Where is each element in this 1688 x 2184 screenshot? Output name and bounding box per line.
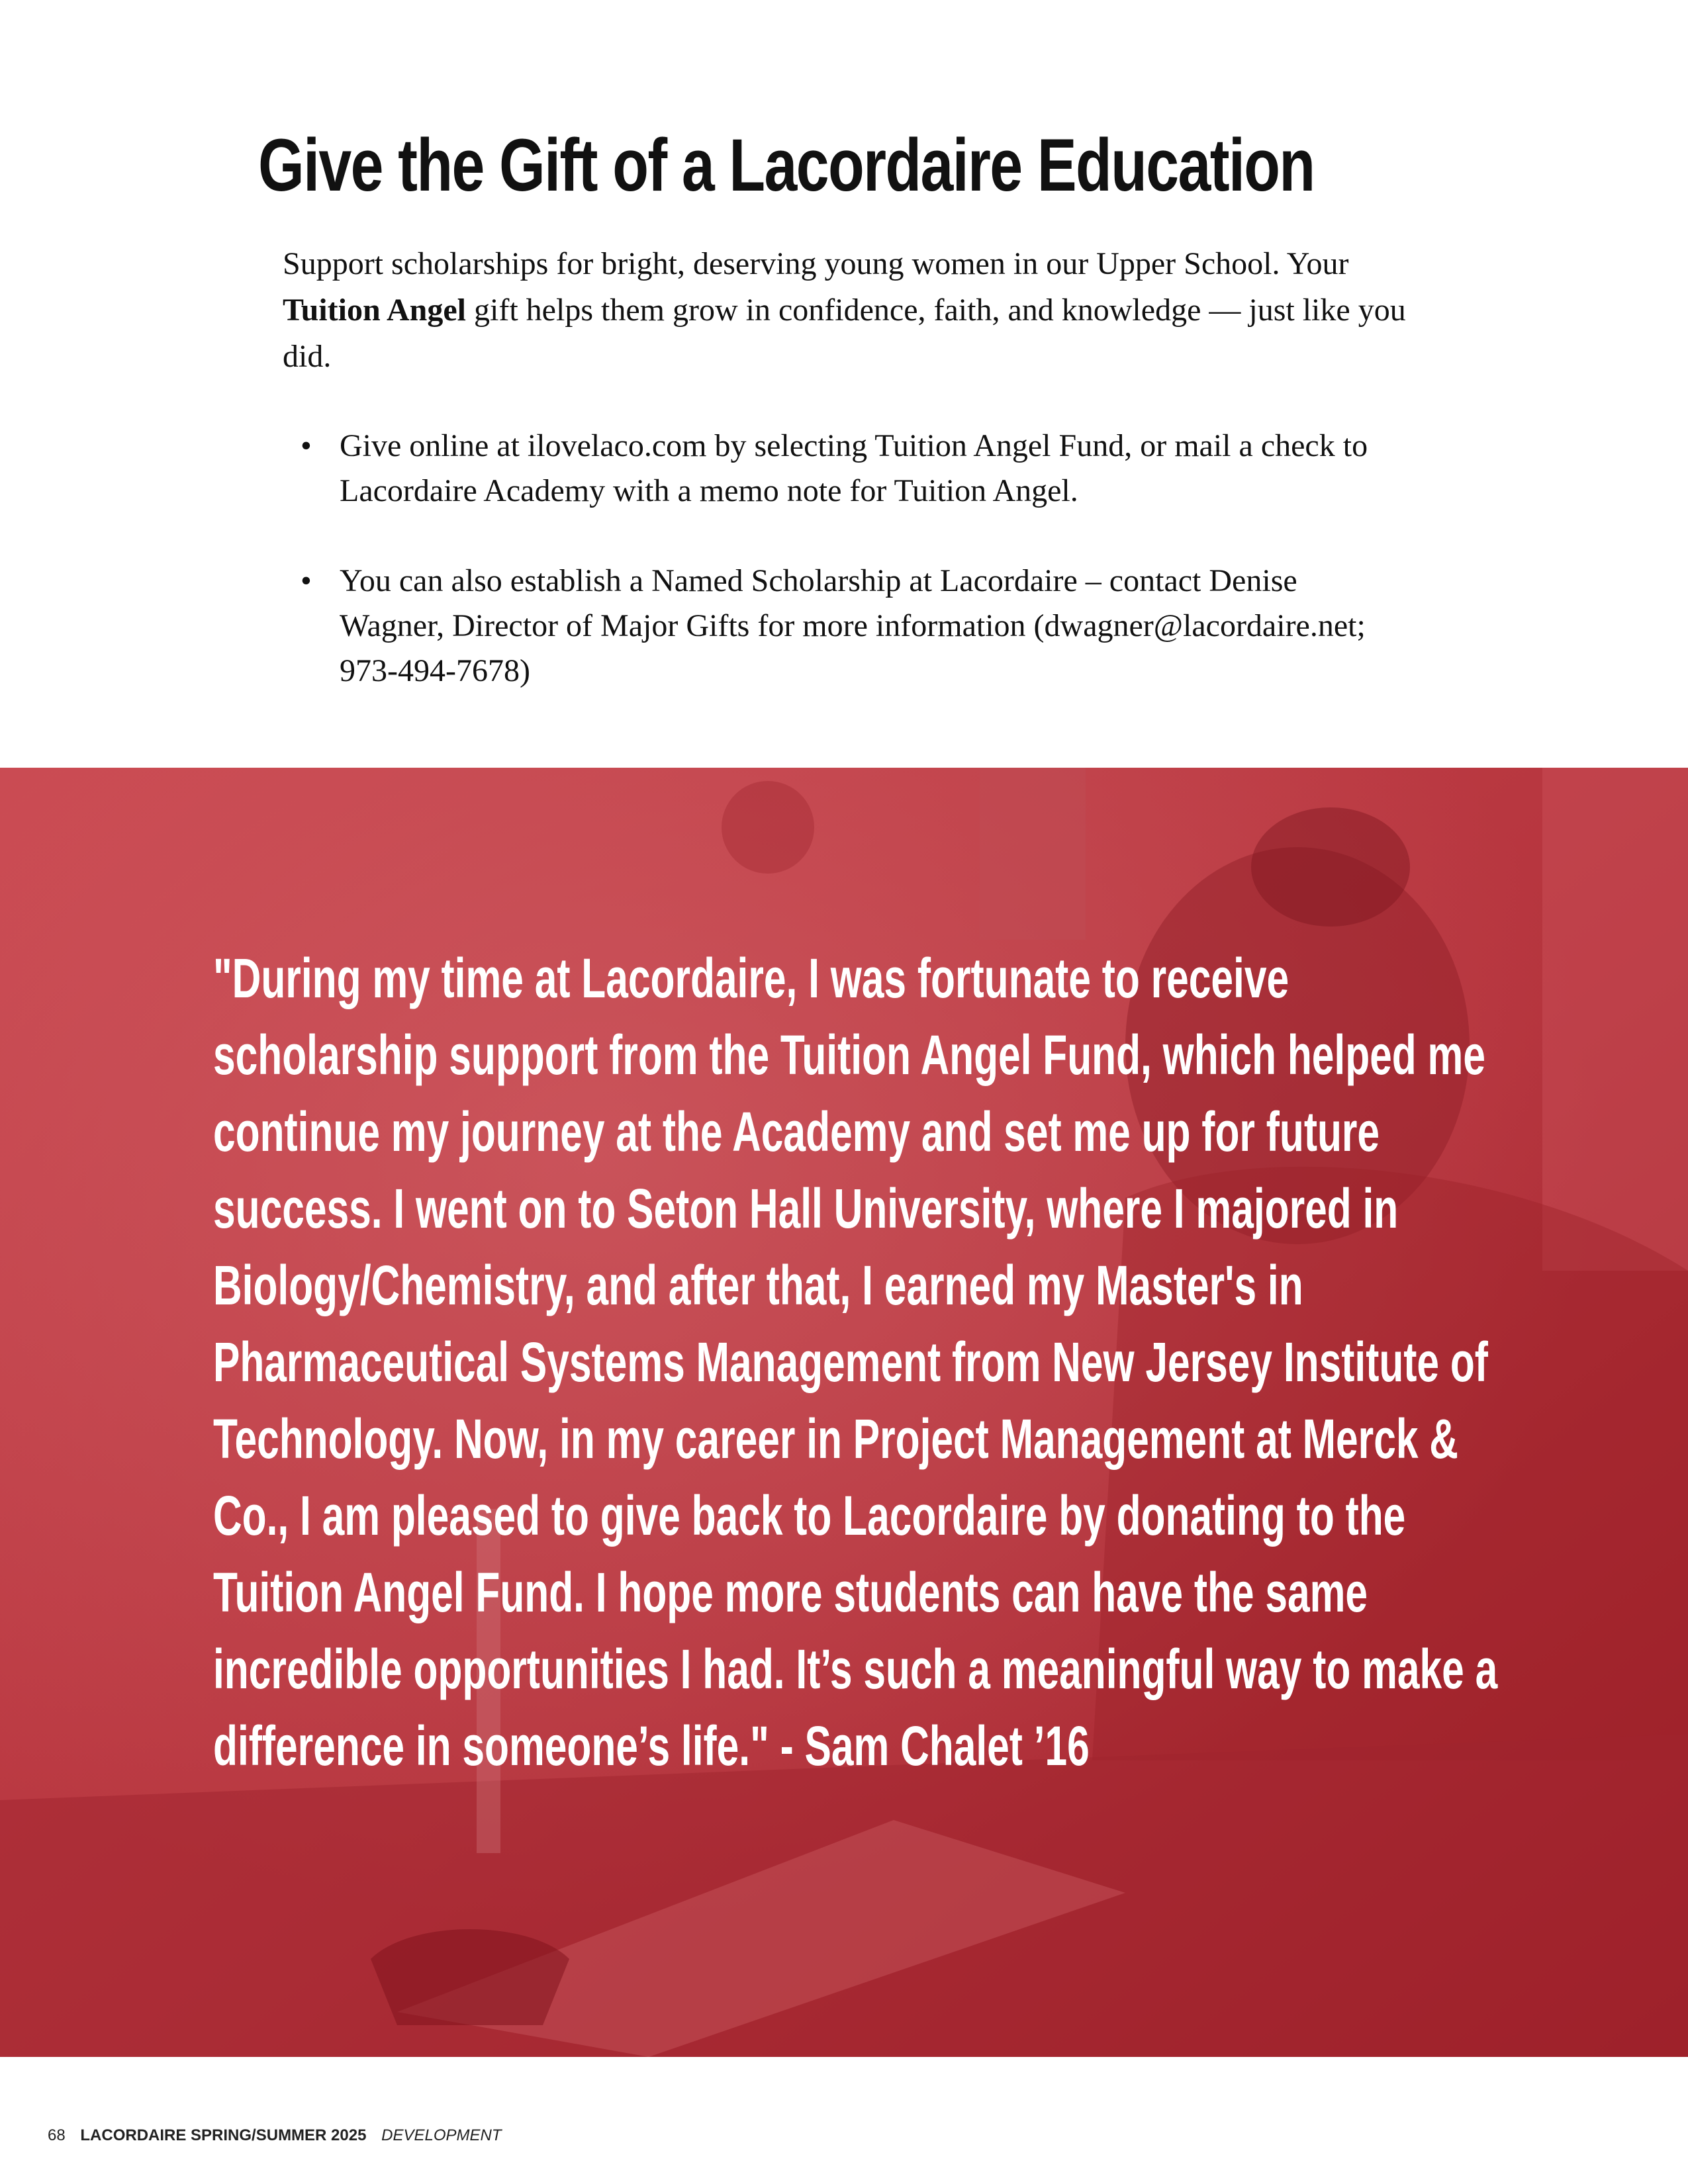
intro-text-end: gift helps them grow in confidence, faith, and knowledge — just like you did. bbox=[283, 293, 1406, 374]
bullet-icon: • bbox=[301, 428, 312, 463]
page-footer bbox=[48, 2126, 502, 2146]
intro-paragraph bbox=[283, 241, 1408, 380]
named-scholarship-text: You can also establish a Named Scholarship at Lacordaire – contact Denise Wagner, Director of Major Gifts for more information (dwagner@lacordaire.net; 973-494-7678) bbox=[340, 563, 1366, 688]
intro-text-start: Support scholarships for bright, deserving young women in our Upper School. Your bbox=[283, 246, 1349, 281]
section-label: DEVELOPMENT bbox=[381, 2126, 502, 2144]
give-online-text: Give online at ilovelaco.com by selecting Tuition Angel Fund, or mail a check to Lacordaire Academy with a memo note for Tuition Angel. bbox=[340, 428, 1368, 508]
testimonial-quote: "During my time at Lacordaire, I was fortunate to receive scholarship support from the Tuition Angel Fund, which helped me continue my journey at the Academy and set me up for future success. I went on to Seton Hall University, where I majored in Biology/Chemistry, and after that, I earned my Master's in Pharmaceutical Systems Management from New Jersey Institute of Technology. Now, in my career in Project Management at Merck & Co., I am pleased to give back to Lacordaire by donating to the Tuition Angel Fund. I hope more students can have the same incredible opportunities I had. It’s such a meaningful way to make a difference in someone’s life." - Sam Chalet ’16 bbox=[213, 947, 1498, 1777]
page-title: Give the Gift of a Lacordaire Education bbox=[258, 124, 1315, 206]
page-number: 68 bbox=[48, 2126, 66, 2144]
tuition-angel-emphasis: Tuition Angel bbox=[283, 293, 467, 328]
list-item bbox=[283, 424, 1408, 514]
list-item bbox=[283, 559, 1408, 694]
bullet-icon: • bbox=[301, 563, 312, 598]
giving-options-list bbox=[283, 424, 1408, 739]
publication-title: LACORDAIRE SPRING/SUMMER 2025 bbox=[80, 2126, 367, 2144]
